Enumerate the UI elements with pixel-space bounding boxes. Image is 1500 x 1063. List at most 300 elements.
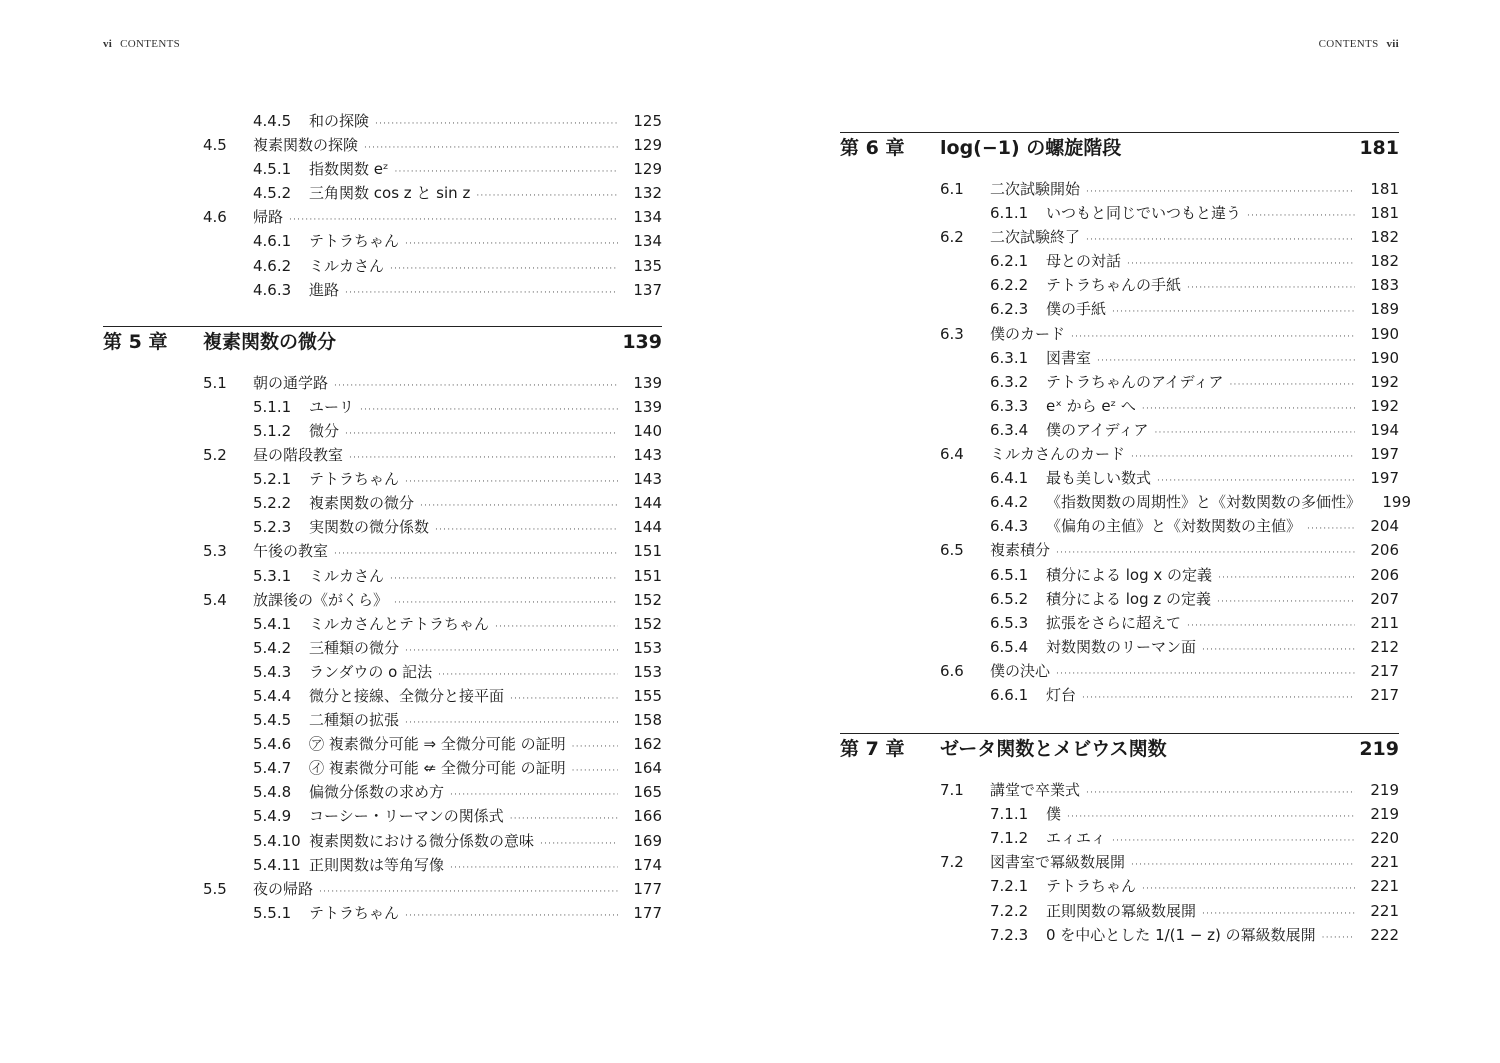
entry-page: 177 <box>633 903 662 922</box>
entry-body <box>1046 346 1399 373</box>
entry-title: テトラちゃん <box>309 470 400 489</box>
entry-page: 152 <box>633 590 662 609</box>
entry-title: 帰路 <box>253 208 284 227</box>
toc-section-entry[interactable] <box>103 371 662 395</box>
toc-subsection-entry[interactable] <box>103 756 662 780</box>
toc-subsection-entry[interactable] <box>840 683 1399 707</box>
entry-number: 6.5 <box>940 541 964 560</box>
toc-subsection-entry[interactable] <box>103 419 662 443</box>
entry-page: 153 <box>633 638 662 657</box>
toc-subsection-entry[interactable] <box>103 636 662 660</box>
entry-number: 5.3 <box>203 542 227 561</box>
entry-body <box>1046 490 1412 517</box>
toc-subsection-entry[interactable] <box>103 157 662 181</box>
entry-body <box>309 229 662 256</box>
entry-page: 166 <box>633 807 662 826</box>
toc-subsection-entry[interactable] <box>103 181 662 205</box>
entry-page: 137 <box>633 280 662 299</box>
entry-body <box>990 322 1399 349</box>
chapter-7-heading[interactable] <box>840 733 1399 768</box>
toc-list-ch6 <box>840 177 1412 707</box>
left-page-toc <box>103 109 662 925</box>
entry-number: 6.1 <box>940 180 964 198</box>
entry-body <box>1046 874 1399 901</box>
toc-subsection-entry[interactable] <box>840 490 1412 514</box>
entry-page: 144 <box>633 494 662 513</box>
entry-number: 5.4.10 <box>253 831 301 850</box>
toc-subsection-entry[interactable] <box>840 611 1399 635</box>
toc-subsection-entry[interactable] <box>840 394 1399 418</box>
entry-body <box>1046 563 1399 590</box>
entry-number: 6.2 <box>940 228 964 247</box>
entry-number: 6.4.1 <box>990 469 1029 488</box>
entry-title: 二次試験開始 <box>990 180 1081 198</box>
entry-body <box>1046 611 1399 638</box>
entry-body <box>309 254 662 281</box>
entry-page: 129 <box>633 160 662 179</box>
toc-subsection-entry[interactable] <box>103 829 662 853</box>
toc-section-entry[interactable] <box>103 443 662 467</box>
entry-number: 4.6.3 <box>253 280 292 299</box>
entry-number: 5.1.2 <box>253 421 292 440</box>
entry-title: 母との対話 <box>1046 252 1122 271</box>
entry-page: 155 <box>633 686 662 705</box>
entry-body <box>990 659 1399 686</box>
entry-page: 139 <box>633 373 662 392</box>
entry-body <box>1046 297 1399 324</box>
toc-section-entry[interactable] <box>840 659 1399 683</box>
entry-page: 151 <box>633 542 662 561</box>
toc-list-ch5 <box>103 371 662 925</box>
entry-title: 0 を中心とした 1/(1 − z) の冪級数展開 <box>1046 925 1316 944</box>
entry-number: 5.4.8 <box>253 783 292 802</box>
entry-title: 進路 <box>309 280 340 299</box>
entry-page: 182 <box>1370 252 1399 271</box>
toc-section-entry[interactable] <box>103 205 662 229</box>
entry-body <box>1046 802 1399 829</box>
toc-subsection-entry[interactable] <box>103 564 662 588</box>
chapter-6-heading[interactable] <box>840 132 1399 167</box>
entry-body <box>309 419 662 446</box>
toc-section-entry[interactable] <box>840 225 1399 249</box>
toc-subsection-entry[interactable] <box>840 923 1399 947</box>
entry-page: 217 <box>1370 685 1399 704</box>
entry-number: 6.6 <box>940 661 964 680</box>
entry-page: 134 <box>633 208 662 227</box>
entry-title: 灯台 <box>1046 685 1077 704</box>
entry-page: 153 <box>633 662 662 681</box>
right-page-toc <box>840 120 1412 947</box>
toc-subsection-entry[interactable] <box>840 466 1399 490</box>
entry-body <box>253 443 662 470</box>
entry-title: 正則関数は等角写像 <box>309 855 445 874</box>
toc-section-entry[interactable] <box>840 177 1399 201</box>
right-page-number: vii <box>1386 38 1399 50</box>
entry-number: 6.5.2 <box>990 589 1029 608</box>
toc-subsection-entry[interactable] <box>103 109 662 133</box>
entry-page: 129 <box>633 136 662 155</box>
entry-number: 4.5.2 <box>253 184 292 203</box>
entry-title: 図書室 <box>1046 348 1092 367</box>
entry-title: 実関数の微分係数 <box>309 518 430 537</box>
left-page-number: vi <box>103 38 113 50</box>
entry-body <box>1046 923 1399 950</box>
toc-subsection-entry[interactable] <box>103 804 662 828</box>
toc-subsection-entry[interactable] <box>103 278 662 302</box>
toc-subsection-entry[interactable] <box>103 515 662 539</box>
entry-body <box>309 181 662 208</box>
entry-number: 5.4.11 <box>253 855 301 874</box>
toc-subsection-entry[interactable] <box>840 297 1399 321</box>
entry-body <box>990 850 1399 877</box>
entry-number: 4.6.1 <box>253 232 292 251</box>
toc-subsection-entry[interactable] <box>103 612 662 636</box>
toc-section-entry[interactable] <box>840 538 1399 562</box>
entry-body <box>309 708 662 735</box>
entry-body <box>309 732 662 759</box>
entry-number: 7.1 <box>940 781 964 800</box>
entry-page: 143 <box>633 470 662 489</box>
entry-number: 6.3 <box>940 324 964 343</box>
entry-title: 僕 <box>1046 805 1062 824</box>
entry-title: エィエィ <box>1046 829 1107 848</box>
toc-section-entry[interactable] <box>103 133 662 157</box>
entry-number: 4.5.1 <box>253 160 292 179</box>
entry-page: 206 <box>1370 541 1399 560</box>
entry-page: 219 <box>1370 805 1399 824</box>
entry-body <box>253 205 662 232</box>
entry-title: 三種類の微分 <box>309 638 400 657</box>
entry-body <box>309 515 662 542</box>
entry-title: コーシー・リーマンの関係式 <box>309 807 504 826</box>
entry-number: 5.4.7 <box>253 759 292 778</box>
entry-page: 192 <box>1370 396 1399 415</box>
entry-page: 189 <box>1370 300 1399 319</box>
entry-title: テトラちゃん <box>1046 877 1137 896</box>
toc-subsection-entry[interactable] <box>103 684 662 708</box>
entry-body <box>309 564 662 591</box>
toc-subsection-entry[interactable] <box>103 732 662 756</box>
entry-number: 6.5.4 <box>990 637 1029 656</box>
entry-title: ㋐ 複素微分可能 ⇒ 全微分可能 の証明 <box>309 735 566 754</box>
toc-section-entry[interactable] <box>103 588 662 612</box>
chapter-title: 複素関数の微分 <box>203 330 337 353</box>
entry-page: 177 <box>633 879 662 898</box>
entry-number: 5.4.1 <box>253 614 292 633</box>
right-running-header <box>1319 38 1399 50</box>
entry-page: 190 <box>1370 324 1399 343</box>
left-header-label: CONTENTS <box>120 38 180 50</box>
entry-title: 和の探険 <box>309 112 370 130</box>
entry-number: 6.5.1 <box>990 565 1029 584</box>
entry-number: 5.4.6 <box>253 735 292 754</box>
toc-subsection-entry[interactable] <box>103 901 662 925</box>
right-header-label: CONTENTS <box>1318 38 1379 50</box>
entry-number: 5.1.1 <box>253 397 292 416</box>
entry-page: 207 <box>1370 589 1399 608</box>
entry-number: 5.4.5 <box>253 711 292 730</box>
entry-page: 144 <box>633 518 662 537</box>
entry-page: 135 <box>633 256 662 275</box>
entry-page: 164 <box>633 759 662 778</box>
entry-number: 6.4.3 <box>990 517 1029 536</box>
entry-page: 181 <box>1370 204 1399 223</box>
toc-section-entry[interactable] <box>840 850 1399 874</box>
entry-body <box>309 636 662 663</box>
chapter-number: 第 5 章 <box>103 330 168 353</box>
entry-number: 6.2.3 <box>990 300 1029 319</box>
entry-body <box>1046 683 1399 710</box>
entry-page: 190 <box>1370 348 1399 367</box>
entry-number: 7.1.1 <box>990 805 1029 824</box>
entry-page: 204 <box>1370 517 1399 536</box>
entry-page: 162 <box>633 735 662 754</box>
entry-number: 5.4.4 <box>253 686 292 705</box>
entry-title: 偏微分係数の求め方 <box>309 783 445 802</box>
entry-body <box>1046 370 1399 397</box>
entry-page: 222 <box>1370 925 1399 944</box>
entry-title: 積分による log z の定義 <box>1046 589 1212 608</box>
entry-number: 6.3.3 <box>990 396 1029 415</box>
entry-page: 199 <box>1382 493 1412 512</box>
chapter-page: 181 <box>1359 137 1399 159</box>
entry-body <box>990 538 1399 565</box>
entry-page: 134 <box>633 232 662 251</box>
entry-body <box>1046 514 1399 541</box>
entry-number: 5.5 <box>203 879 227 898</box>
spacer <box>103 302 662 326</box>
entry-title: 僕のアイディア <box>1046 420 1149 439</box>
entry-body <box>309 756 662 783</box>
entry-title: テトラちゃんのアイディア <box>1046 372 1224 391</box>
entry-page: 219 <box>1370 781 1399 800</box>
entry-page: 132 <box>633 184 662 203</box>
entry-body <box>990 778 1399 805</box>
entry-title: 微分 <box>309 421 340 440</box>
entry-number: 7.1.2 <box>990 829 1029 848</box>
entry-page: 165 <box>633 783 662 802</box>
entry-title: テトラちゃん <box>309 903 400 922</box>
toc-subsection-entry[interactable] <box>840 514 1399 538</box>
entry-number: 5.4.9 <box>253 807 292 826</box>
entry-title: 《指数関数の周期性》と《対数関数の多価性》 <box>1046 493 1362 512</box>
entry-title: ミルカさん <box>309 256 385 275</box>
entry-title: 微分と接線、全微分と接平面 <box>309 686 505 705</box>
entry-number: 6.4 <box>940 445 964 464</box>
spacer <box>840 707 1399 733</box>
entry-title: 二次試験終了 <box>990 228 1081 247</box>
chapter-page: 219 <box>1359 738 1399 761</box>
entry-number: 5.1 <box>203 373 227 392</box>
entry-page: 182 <box>1370 228 1399 247</box>
entry-title: ㋑ 複素微分可能 ⇍ 全微分可能 の証明 <box>309 759 566 778</box>
entry-number: 5.2 <box>203 446 227 465</box>
entry-page: 194 <box>1370 420 1399 439</box>
entry-page: 211 <box>1370 613 1399 632</box>
entry-body <box>253 539 662 566</box>
entry-number: 6.1.1 <box>990 204 1029 223</box>
entry-title: 僕の手紙 <box>1046 300 1107 319</box>
entry-number: 5.4.3 <box>253 662 292 681</box>
entry-body <box>309 780 662 807</box>
entry-title: ミルカさんとテトラちゃん <box>309 614 490 633</box>
toc-subsection-entry[interactable] <box>840 802 1399 826</box>
entry-number: 5.3.1 <box>253 566 292 585</box>
entry-page: 221 <box>1370 877 1399 896</box>
entry-title: 指数関数 eᶻ <box>309 160 389 179</box>
entry-number: 7.2.2 <box>990 901 1029 920</box>
entry-title: 最も美しい数式 <box>1046 469 1152 488</box>
entry-title: 昼の階段教室 <box>253 446 344 465</box>
entry-number: 4.5 <box>203 136 227 155</box>
entry-number: 4.6.2 <box>253 256 292 275</box>
entry-number: 4.6 <box>203 208 227 227</box>
entry-page: 197 <box>1370 469 1399 488</box>
entry-body <box>990 442 1399 469</box>
spacer <box>840 120 1399 132</box>
toc-subsection-entry[interactable] <box>103 229 662 253</box>
entry-body <box>990 177 1399 204</box>
toc-subsection-entry[interactable] <box>103 660 662 684</box>
entry-page: 143 <box>633 446 662 465</box>
entry-page: 140 <box>633 421 662 440</box>
entry-body <box>1046 635 1399 662</box>
toc-list-ch4 <box>103 109 662 302</box>
entry-title: 夜の帰路 <box>253 879 314 898</box>
entry-title: 《偏角の主値》と《対数関数の主値》 <box>1046 517 1302 536</box>
entry-number: 5.4.2 <box>253 638 292 657</box>
entry-title: 僕の決心 <box>990 661 1051 680</box>
entry-title: 複素関数の探険 <box>253 136 359 155</box>
toc-section-entry[interactable] <box>103 877 662 901</box>
entry-page: 151 <box>633 566 662 585</box>
entry-body <box>1046 587 1399 614</box>
entry-page: 220 <box>1370 829 1399 848</box>
toc-subsection-entry[interactable] <box>840 370 1399 394</box>
entry-title: 対数関数のリーマン面 <box>1046 637 1197 656</box>
entry-number: 6.3.4 <box>990 420 1029 439</box>
entry-number: 7.2 <box>940 853 964 872</box>
toc-subsection-entry[interactable] <box>840 899 1399 923</box>
entry-title: テトラちゃんの手紙 <box>1046 276 1182 295</box>
entry-body <box>309 109 662 136</box>
chapter-number: 第 7 章 <box>840 738 905 761</box>
entry-title: eˣ から eᶻ へ <box>1046 396 1136 415</box>
entry-body <box>1046 899 1399 926</box>
entry-number: 5.2.3 <box>253 518 292 537</box>
entry-page: 174 <box>633 855 662 874</box>
toc-section-entry[interactable] <box>840 322 1399 346</box>
entry-page: 192 <box>1370 372 1399 391</box>
toc-subsection-entry[interactable] <box>103 708 662 732</box>
entry-number: 4.4.5 <box>253 112 292 130</box>
chapter-page: 139 <box>622 330 662 353</box>
entry-title: 複素関数の微分 <box>309 494 415 513</box>
entry-title: テトラちゃん <box>309 232 400 251</box>
entry-number: 5.2.2 <box>253 494 292 513</box>
entry-page: 217 <box>1370 661 1399 680</box>
entry-number: 6.6.1 <box>990 685 1029 704</box>
toc-subsection-entry[interactable] <box>103 780 662 804</box>
toc-section-entry[interactable] <box>103 539 662 563</box>
entry-title: ランダウの o 記法 <box>309 662 433 681</box>
entry-body <box>253 877 662 904</box>
entry-title: 午後の教室 <box>253 542 329 561</box>
toc-subsection-entry[interactable] <box>840 587 1399 611</box>
chapter-5-heading[interactable] <box>103 326 662 361</box>
entry-body <box>309 853 662 880</box>
entry-title: 複素関数における微分係数の意味 <box>309 831 535 850</box>
entry-page: 125 <box>633 112 662 130</box>
toc-subsection-entry[interactable] <box>840 563 1399 587</box>
entry-page: 221 <box>1370 853 1399 872</box>
entry-page: 152 <box>633 614 662 633</box>
toc-subsection-entry[interactable] <box>840 874 1399 898</box>
entry-title: 三角関数 cos z と sin z <box>309 184 471 203</box>
leader-dots <box>345 281 618 305</box>
toc-subsection-entry[interactable] <box>840 249 1399 273</box>
entry-page: 169 <box>633 831 662 850</box>
toc-subsection-entry[interactable] <box>103 467 662 491</box>
entry-title: 図書室で冪級数展開 <box>990 853 1126 872</box>
toc-subsection-entry[interactable] <box>103 254 662 278</box>
toc-section-entry[interactable] <box>840 778 1399 802</box>
entry-body <box>309 395 662 422</box>
entry-number: 6.3.1 <box>990 348 1029 367</box>
entry-number: 5.2.1 <box>253 470 292 489</box>
toc-subsection-entry[interactable] <box>840 418 1399 442</box>
toc-section-entry[interactable] <box>840 442 1399 466</box>
entry-body <box>309 804 662 831</box>
entry-body <box>253 371 662 398</box>
entry-body <box>309 684 662 711</box>
entry-body <box>1046 466 1399 493</box>
entry-title: 拡張をさらに超えて <box>1046 613 1182 632</box>
entry-number: 7.2.1 <box>990 877 1029 896</box>
entry-body <box>253 588 662 615</box>
entry-body <box>990 225 1399 252</box>
entry-page: 197 <box>1370 445 1399 464</box>
toc-subsection-entry[interactable] <box>840 635 1399 659</box>
toc-subsection-entry[interactable] <box>840 201 1399 225</box>
entry-number: 6.2.2 <box>990 276 1029 295</box>
entry-body <box>309 278 662 305</box>
entry-body <box>309 829 662 856</box>
entry-page: 221 <box>1370 901 1399 920</box>
toc-subsection-entry[interactable] <box>840 346 1399 370</box>
entry-title: 複素積分 <box>990 541 1051 560</box>
toc-subsection-entry[interactable] <box>103 395 662 419</box>
entry-body <box>1046 826 1399 853</box>
toc-subsection-entry[interactable] <box>103 491 662 515</box>
left-running-header <box>103 38 180 50</box>
entry-page: 158 <box>633 711 662 730</box>
chapter-number: 第 6 章 <box>840 137 905 159</box>
entry-title: 正則関数の冪級数展開 <box>1046 901 1197 920</box>
entry-body <box>309 612 662 639</box>
entry-number: 6.2.1 <box>990 252 1029 271</box>
toc-subsection-entry[interactable] <box>103 853 662 877</box>
entry-body <box>1046 249 1399 276</box>
entry-page: 139 <box>633 397 662 416</box>
entry-body <box>1046 201 1399 228</box>
entry-body <box>309 491 662 518</box>
toc-subsection-entry[interactable] <box>840 826 1399 850</box>
toc-subsection-entry[interactable] <box>840 273 1399 297</box>
leader-dots <box>405 904 618 928</box>
entry-body <box>1046 273 1399 300</box>
leader-dots <box>1322 926 1355 950</box>
